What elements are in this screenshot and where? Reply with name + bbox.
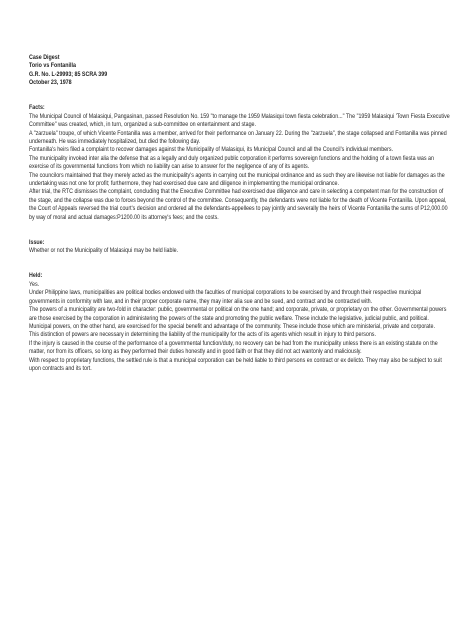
facts-paragraph: A "zarzuela" troupe, of which Vicente Fontanilla was a member, arrived for their performance on January 22. During the "zarzuela", the stage collapsed and Fontanilla was pinned underneath. He was immediately hospitalized, but died the following day. xyxy=(29,129,447,146)
case-citation: G.R. No. L-29993; 85 SCRA 399 xyxy=(29,70,108,78)
facts-paragraph: The councilors maintained that they merely acted as the municipality's agents in carrying out the municipal ordinance and as such they are likewise not liable for damages as the undertaking was not one for profit; furthermore, they had exercised due care and diligence in implementing the municipal ordinance. xyxy=(29,171,445,188)
facts-paragraph: The Municipal Council of Malasiqui, Pangasinan, passed Resolution No. 159 "to manage the 1959 Malasiqui town fiesta celebration..." The "1959 Malasiqui 'Town Fiesta Executive Committee" was created, which, in turn, organized a sub-committee on entertainment and stage. xyxy=(29,112,450,129)
held-paragraph: The powers of a municipality are two-fold in character: public, governmental or political on the one hand; and corporate, private, or proprietary on the other. Governmental powers are those exercised by the corporation in administering the powers of the state and promoting the public welfare. These include the legislative, judicial public, and political. Municipal powers, on the other hand, are exercised for the special benefit and advantage of the community. These include those which are ministerial, private and corporate. xyxy=(29,306,447,330)
issue-text: Whether or not the Municipality of Malasiqui may be held liable. xyxy=(29,247,179,255)
issue-heading: Issue: xyxy=(29,238,45,246)
held-heading: Held: xyxy=(29,272,43,280)
held-paragraph: With respect to proprietary functions, the settled rule is that a municipal corporation can be held liable to third persons ex contract or ex delicto. They may also be subject to suit upon contracts and its tort. xyxy=(29,356,442,372)
facts-heading: Facts: xyxy=(29,104,45,112)
held-paragraph: If the injury is caused in the course of the performance of a governmental function/duty, no recovery can be had from the municipality unless there is an existing statute on the matter, nor from its officers, so long as they performed their duties honestly and in good faith or that they did not act wantonly and maliciously. xyxy=(29,339,438,356)
held-paragraph: This distinction of powers are necessary in determining the liability of the municipality for the acts of its agents which result in injury to third persons. xyxy=(29,331,376,339)
held-paragraph: Under Philippine laws, municipalities are political bodies endowed with the faculties of municipal corporations to be exercised by and through their respective municipal governments in conformity with law, and in their proper corporate name, they may inter alia sue and be sued, and contract and be contracted with. xyxy=(29,289,422,305)
case-date: October 23, 1978 xyxy=(29,79,72,87)
doc-type-label: Case Digest xyxy=(29,54,60,61)
facts-paragraph: After trial, the RTC dismisses the complaint, concluding that the Executive Committee had exercised due diligence and care in selecting a competent man for the construction of the stage, and the collapse was due to forces beyond the control of the committee. Consequently, the defendants were not liable for the death of Vicente Fontanilla. Upon appeal, the Court of Appeals reversed the trial court's decision and ordered all the defendants-appellees to pay jointly and severally the heirs of Vicente Fontanilla the sums of P12,000.00 by way of moral and actual damages:P1200.00 its attorney's fees; and the costs. xyxy=(29,188,448,221)
held-paragraph: Yes. xyxy=(29,280,40,288)
case-digest-page xyxy=(29,54,450,373)
facts-paragraph: The municipality invoked inter alia the defense that as a legally and duly organized public corporation it performs sovereign functions and the holding of a town fiesta was an exercise of its governmental functions from which no liability can arise to answer for the negligence of any of its agents. xyxy=(29,154,434,171)
case-title: Torio vs Fontanilla xyxy=(29,62,76,70)
facts-paragraph: Fontanilla's heirs filed a complaint to recover damages against the Municipality of Malasiqui, its Municipal Council and all the Council's individual members. xyxy=(29,146,394,154)
